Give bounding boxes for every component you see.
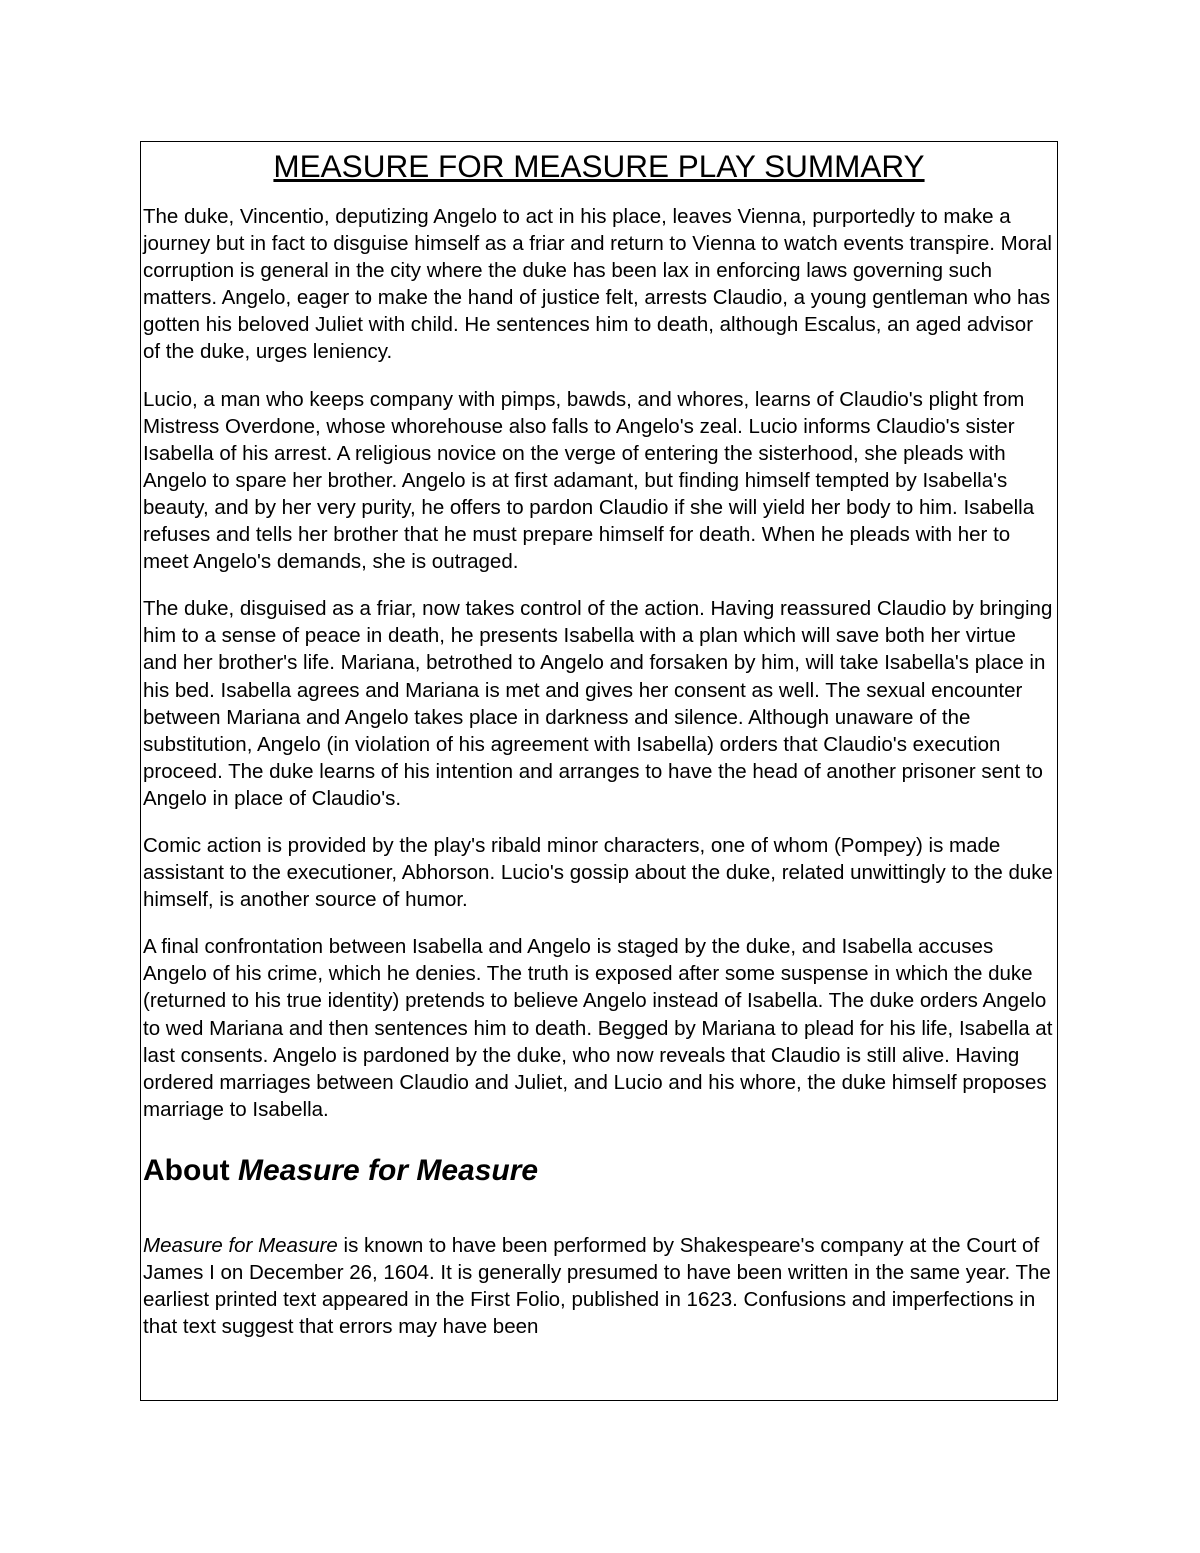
document-page <box>140 141 1058 1401</box>
summary-paragraph-2: Lucio, a man who keeps company with pimps, bawds, and whores, learns of Claudio's plight from Mistress Overdone, whose whorehouse also falls to Angelo's zeal. Lucio informs Claudio's sister Isabella of his arrest. A religious novice on the verge of entering the sisterhood, she pleads with Angelo to spare her brother. Angelo is at first adamant, but finding himself tempted by Isabella's beauty, and by her very purity, he offers to pardon Claudio if she will yield her body to him. Isabella refuses and tells her brother that he must prepare himself for death. When he pleads with her to meet Angelo's demands, she is outraged. <box>143 387 1035 574</box>
summary-paragraph-5: A final confrontation between Isabella and Angelo is staged by the duke, and Isabella accuses Angelo of his crime, which he denies. The truth is exposed after some suspense in which the duke (returned to his true identity) pretends to believe Angelo instead of Isabella. The duke orders Angelo to wed Mariana and then sentences him to death. Begged by Mariana to plead for his life, Isabella at last consents. Angelo is pardoned by the duke, who now reveals that Claudio is still alive. Having ordered marriages between Claudio and Juliet, and Lucio and his whore, the duke himself proposes marriage to Isabella. <box>143 935 1053 1121</box>
summary-paragraph-1: The duke, Vincentio, deputizing Angelo to act in his place, leaves Vienna, purportedly to make a journey but in fact to disguise himself as a friar and return to Vienna to watch events transpire. Moral corruption is general in the city where the duke has been lax in enforcing laws governing such matters. Angelo, eager to make the hand of justice felt, arrests Claudio, a young gentleman who has gotten his beloved Juliet with child. He sentences him to death, although Escalus, an aged advisor of the duke, urges leniency. <box>143 205 1052 364</box>
summary-paragraph-4: Comic action is provided by the play's ribald minor characters, one of whom (Pompey) is made assistant to the executioner, Abhorson. Lucio's gossip about the duke, related unwittingly to the duke himself, is another source of humor. <box>143 833 1053 912</box>
about-heading-prefix: About <box>143 1153 238 1187</box>
about-heading-play-title: Measure for Measure <box>237 1153 539 1187</box>
about-paragraph <box>143 1232 1057 1340</box>
about-paragraph-text: is known to have been performed by Shakespeare's company at the Court of James I on December 26, 1604. It is generally presumed to have been written in the same year. The earliest printed text appeared in the First Folio, published in 1623. Confusions and imperfections in that text suggest that errors may have been <box>143 1233 1051 1339</box>
document-title: MEASURE FOR MEASURE PLAY SUMMARY <box>273 148 925 184</box>
about-heading <box>143 1151 1057 1191</box>
summary-paragraph-3: The duke, disguised as a friar, now takes control of the action. Having reassured Claudio by bringing him to a sense of peace in death, he presents Isabella with a plan which will save both her virtue and her brother's life. Mariana, betrothed to Angelo and forsaken by him, will take Isabella's place in his bed. Isabella agrees and Mariana is met and gives her consent as well. The sexual encounter between Mariana and Angelo takes place in darkness and silence. Although unaware of the substitution, Angelo (in violation of his agreement with Isabella) orders that Claudio's execution proceed. The duke learns of his intention and arranges to have the head of another prisoner sent to Angelo in place of Claudio's. <box>143 597 1053 810</box>
about-paragraph-play-title: Measure for Measure <box>143 1233 338 1257</box>
